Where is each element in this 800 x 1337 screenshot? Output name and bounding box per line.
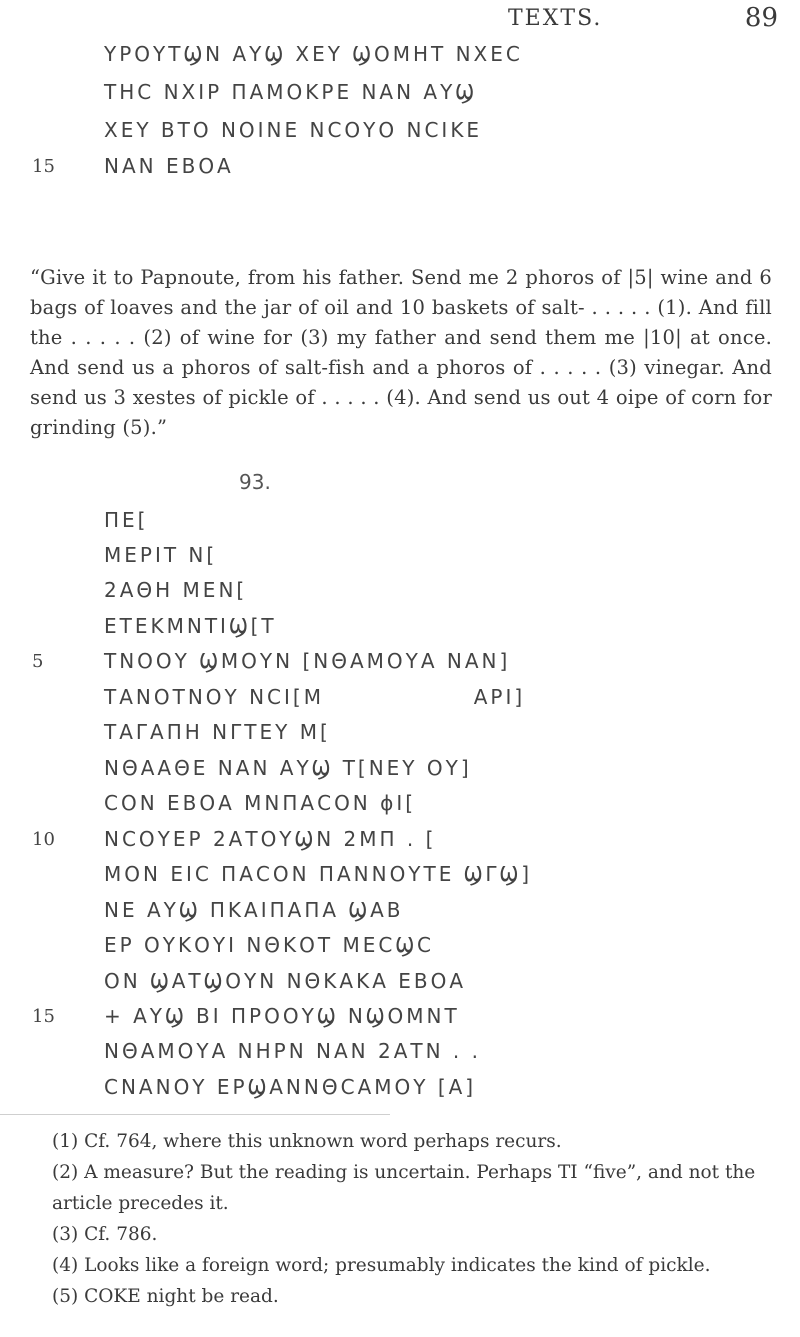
footnote-divider (0, 1114, 390, 1115)
coptic-line: ΝΘΑΜΟΥΑ ΝΗΡΝ ΝΑΝ 2ΑΤΝ . . (104, 1039, 481, 1063)
line-number: 5 (32, 651, 44, 672)
coptic-line: CΟΝ ΕΒΟΑ ΜΝΠΑCΟΝ ϕΙ[ (104, 791, 417, 815)
coptic-line: ΜΟΝ ΕΙC ΠΑCΟΝ ΠΑΝΝΟΥΤΕ ϢΓϢ] (104, 862, 533, 886)
coptic-line: ΕΡ ΟΥΚΟΥΙ ΝΘΚΟΤ ΜΕCϢC (104, 933, 434, 957)
line-number: 15 (32, 1006, 55, 1027)
coptic-line: ΝCΟΥΕΡ 2ΑΤΟΥϢΝ 2ΜΠ . [ (104, 827, 437, 851)
coptic-line: ΤΑΓΑΠΗ ΝΓΤΕΥ Μ[ (104, 720, 331, 744)
footnote: (3) Cf. 786. (52, 1224, 158, 1245)
line-number: 15 (32, 156, 55, 177)
footnote: (5) COKE night be read. (52, 1286, 279, 1307)
coptic-line: ΤΗC ΝΧΙΡ ΠΑΜΟΚΡΕ ΝΑΝ ΑΥϢ (104, 80, 477, 104)
footnotes (30, 1126, 772, 1312)
coptic-line: ΝΘΑΑΘΕ ΝΑΝ ΑΥϢ Τ[ΝΕΥ ΟΥ] (104, 756, 472, 780)
coptic-line: ΤΝΟΟΥ ϢΜΟΥΝ [ΝΘΑΜΟΥΑ ΝΑΝ] (104, 649, 511, 673)
coptic-line: ΤΑΝΟΤΝΟΥ ΝCΙ[Μ ΑΡΙ] (104, 685, 526, 709)
page-number: 89 (744, 3, 778, 33)
footnote: (1) Cf. 764, where this unknown word perhaps recurs. (52, 1131, 562, 1152)
coptic-line: ΝΑΝ ΕΒΟΑ (104, 154, 234, 178)
coptic-line: ΠΕ[ (104, 508, 149, 532)
coptic-line: 2ΑΘΗ ΜΕΝ[ (104, 578, 248, 602)
translation-paragraph: “Give it to Papnoute, from his father. Send me 2 phoros of |5| wine and 6 bags of loaves and the jar of oil and 10 baskets of salt- . . . . . (1). And fill the . . . . . (2) of wine for (3) my father and send them me |10| at once. And send us a phoros of salt-fish and a phoros of . . . . . (3) vinegar. And send us 3 xestes of pickle of . . . . . (4). And send us out 4 oipe of corn for grinding (5).” (30, 265, 772, 439)
coptic-line: CΝΑΝΟΥ ΕΡϢΑΝΝΘCΑΜΟΥ [Α] (104, 1075, 477, 1099)
coptic-line: ΧΕΥ ΒΤΟ ΝΟΙΝΕ ΝCΟΥΟ ΝCΙΚΕ (104, 118, 483, 142)
coptic-line: ΝΕ ΑΥϢ ΠΚΑΙΠΑΠΑ ϢΑΒ (104, 898, 404, 922)
page-header (0, 0, 800, 40)
coptic-line: ΕΤΕΚΜΝΤΙϢ[Τ (104, 614, 277, 638)
document-number: 93. (239, 470, 271, 494)
coptic-line: ΟΝ ϢΑΤϢΟΥΝ ΝΘΚΑΚΑ ΕΒΟΑ (104, 969, 467, 993)
coptic-line: + ΑΥϢ ΒΙ ΠΡΟΟΥϢ ΝϢΟΜΝΤ (104, 1004, 460, 1028)
line-number: 10 (32, 829, 55, 850)
footnote: (4) Looks like a foreign word; presumably indicates the kind of pickle. (52, 1255, 711, 1276)
coptic-line: ΥΡΟΥΤϢΝ ΑΥϢ ΧΕΥ ϢΟΜΗΤ ΝΧΕC (104, 42, 523, 66)
coptic-line: ΜΕΡΙΤ Ν[ (104, 543, 218, 567)
running-title: TEXTS. (508, 6, 603, 31)
footnote: (2) A measure? But the reading is uncertain. Perhaps ΤΙ “five”, and not the article precedes it. (52, 1162, 756, 1214)
